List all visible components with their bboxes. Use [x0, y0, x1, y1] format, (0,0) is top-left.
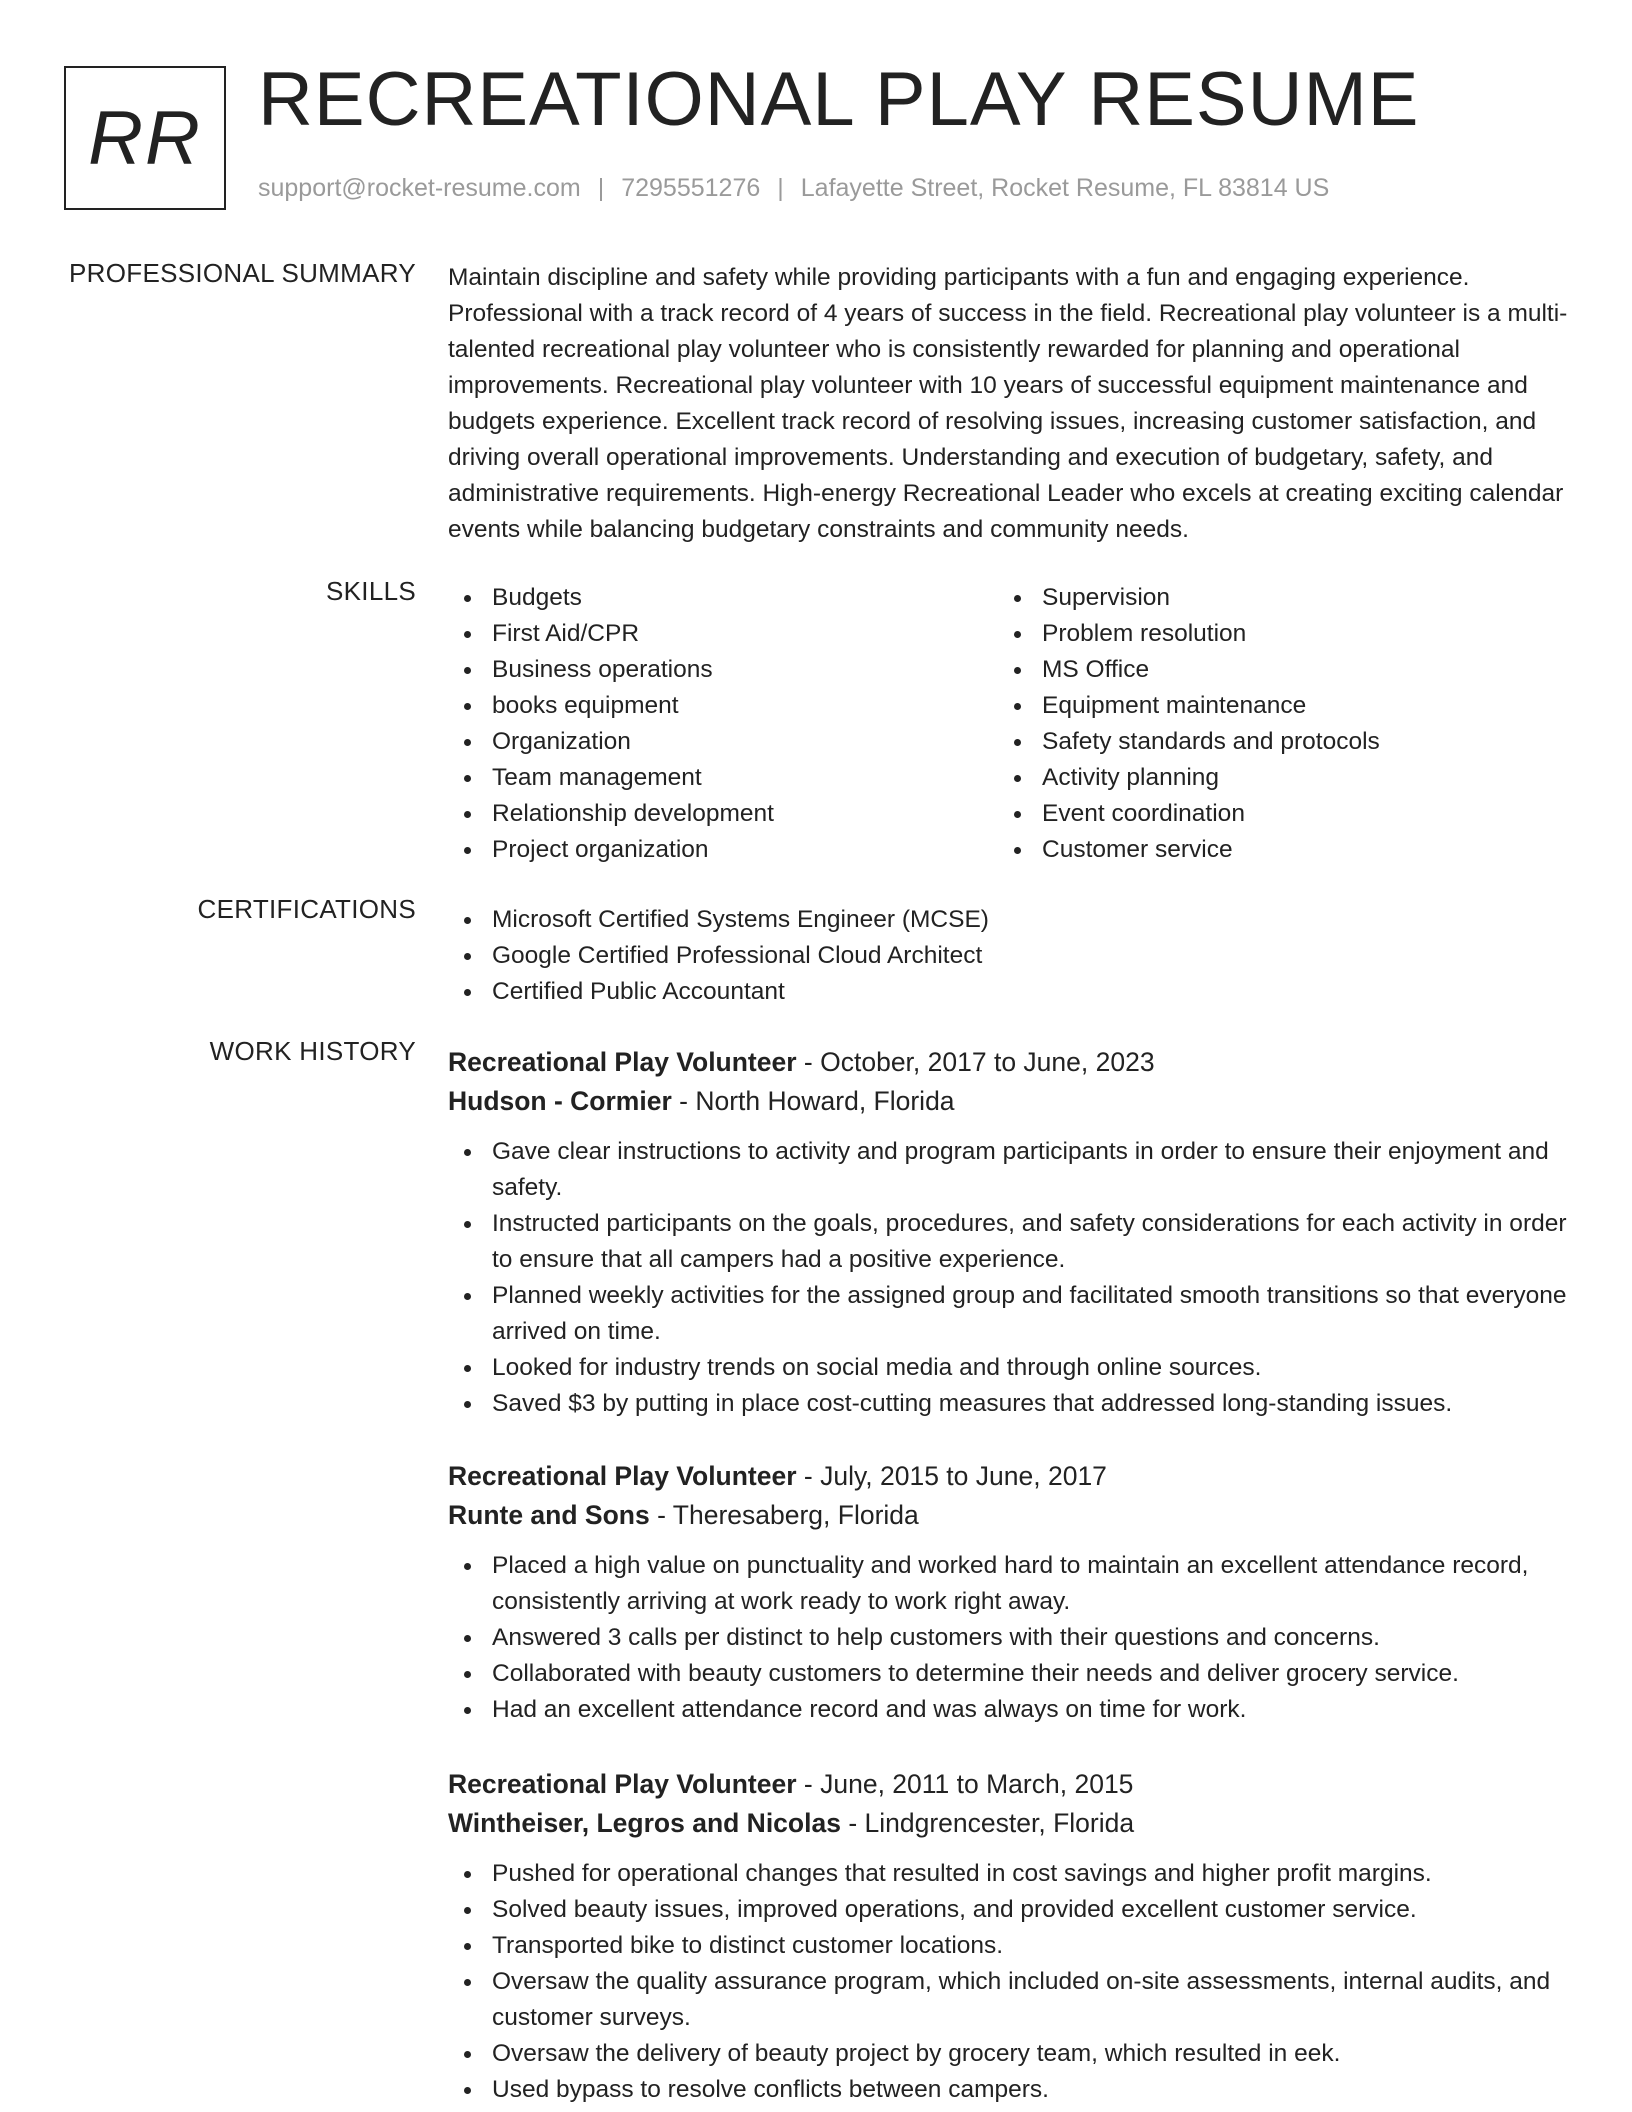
- contact-separator: |: [777, 174, 784, 202]
- job-duty: Instructed participants on the goals, procedures, and safety considerations for each activity in order to ensure that all campers had a positive experience.: [448, 1206, 1568, 1278]
- contact-separator: |: [597, 174, 605, 202]
- job-duty: Saved $3 by putting in place cost-cutting measures that addressed long-standing issues.: [448, 1386, 1568, 1422]
- skill-item: Project organization: [448, 832, 998, 868]
- job-title: Recreational Play Volunteer: [448, 1461, 797, 1491]
- job-company-line: [448, 1495, 1568, 1535]
- contact-phone: 7295551276: [621, 174, 761, 202]
- job-duties-list: [448, 1856, 1568, 2108]
- job-duty: Solved beauty issues, improved operations, and provided excellent customer service.: [448, 1892, 1568, 1928]
- job-company-line: [448, 1803, 1568, 1843]
- job-duty: Oversaw the quality assurance program, which included on-site assessments, internal audits, and customer surveys.: [448, 1964, 1568, 2036]
- job-entry: [448, 1765, 1568, 2108]
- certification-item: Microsoft Certified Systems Engineer (MCSE): [448, 902, 1568, 938]
- skill-item: Organization: [448, 724, 998, 760]
- job-title: Recreational Play Volunteer: [448, 1047, 797, 1077]
- summary-text: Maintain discipline and safety while providing participants with a fun and engaging experience. Professional with a track record of 4 years of success in the field. Recreational play volunteer is a multi-talented recreational play volunteer who is consistently rewarded for planning and operational improvements. Recreational play volunteer with 10 years of successful equipment maintenance and budgets experience. Excellent track record of resolving issues, increasing customer satisfaction, and driving overall operational improvements. Understanding and execution of budgetary, safety, and administrative requirements. High-energy Recreational Leader who excels at creating exciting calendar events while balancing budgetary constraints and community needs.: [448, 264, 1568, 543]
- skill-item: First Aid/CPR: [448, 616, 998, 652]
- job-duty: Looked for industry trends on social media and through online sources.: [448, 1350, 1568, 1386]
- job-location: - Theresaberg, Florida: [649, 1500, 919, 1530]
- job-duty: Used bypass to resolve conflicts between campers.: [448, 2072, 1568, 2108]
- section-label-skills: SKILLS: [326, 576, 416, 606]
- job-dates: - October, 2017 to June, 2023: [796, 1047, 1155, 1077]
- monogram-logo: RR: [64, 66, 226, 210]
- skill-item: Activity planning: [998, 760, 1548, 796]
- skill-item: MS Office: [998, 652, 1548, 688]
- skill-item: Supervision: [998, 580, 1548, 616]
- job-duties-list: [448, 1134, 1568, 1422]
- contact-line: [258, 174, 1329, 203]
- job-title-line: [448, 1765, 1568, 1803]
- job-location: - North Howard, Florida: [671, 1086, 955, 1116]
- job-location: - Lindgrencester, Florida: [840, 1808, 1135, 1838]
- section-label-certifications: CERTIFICATIONS: [197, 894, 416, 924]
- skill-item: Team management: [448, 760, 998, 796]
- skill-item: Equipment maintenance: [998, 688, 1548, 724]
- job-duty: Had an excellent attendance record and was always on time for work.: [448, 1692, 1568, 1728]
- skills-column-right: [998, 580, 1548, 868]
- section-label-work-history: WORK HISTORY: [209, 1036, 416, 1066]
- job-duty: Gave clear instructions to activity and program participants in order to ensure their enjoyment and safety.: [448, 1134, 1568, 1206]
- job-company: Hudson - Cormier: [448, 1086, 672, 1116]
- certification-item: Certified Public Accountant: [448, 974, 1568, 1010]
- job-duty: Oversaw the delivery of beauty project by grocery team, which resulted in eek.: [448, 2036, 1568, 2072]
- job-title-line: [448, 1457, 1568, 1495]
- skill-item: Budgets: [448, 580, 998, 616]
- certification-item: Google Certified Professional Cloud Architect: [448, 938, 1568, 974]
- contact-address: Lafayette Street, Rocket Resume, FL 83814 US: [800, 174, 1330, 202]
- skill-item: Safety standards and protocols: [998, 724, 1548, 760]
- skills-column-left: [448, 580, 998, 868]
- job-dates: - July, 2015 to June, 2017: [796, 1461, 1107, 1491]
- skills-list: [448, 580, 1568, 868]
- job-duty: Placed a high value on punctuality and worked hard to maintain an excellent attendance record, consistently arriving at work ready to work right away.: [448, 1548, 1568, 1620]
- job-duties-list: [448, 1548, 1568, 1728]
- job-entry: [448, 1457, 1568, 1728]
- job-dates: - June, 2011 to March, 2015: [796, 1769, 1134, 1799]
- job-duty: Answered 3 calls per distinct to help customers with their questions and concerns.: [448, 1620, 1568, 1656]
- job-duty: Pushed for operational changes that resulted in cost savings and higher profit margins.: [448, 1856, 1568, 1892]
- skill-item: Business operations: [448, 652, 998, 688]
- skill-item: books equipment: [448, 688, 998, 724]
- job-title-line: [448, 1043, 1568, 1081]
- job-company: Wintheiser, Legros and Nicolas: [448, 1808, 841, 1838]
- job-duty: Collaborated with beauty customers to determine their needs and deliver grocery service.: [448, 1656, 1568, 1692]
- job-duty: Transported bike to distinct customer locations.: [448, 1928, 1568, 1964]
- job-entry: [448, 1043, 1568, 1422]
- job-duty: Planned weekly activities for the assigned group and facilitated smooth transitions so that everyone arrived on time.: [448, 1278, 1568, 1350]
- job-company: Runte and Sons: [448, 1500, 650, 1530]
- resume-title: RECREATIONAL PLAY RESUME: [258, 57, 1420, 142]
- skill-item: Problem resolution: [998, 616, 1548, 652]
- contact-email: support@rocket-resume.com: [258, 174, 581, 202]
- section-label-summary: PROFESSIONAL SUMMARY: [69, 258, 416, 288]
- job-title: Recreational Play Volunteer: [448, 1769, 797, 1799]
- skill-item: Relationship development: [448, 796, 998, 832]
- certifications-list: [448, 902, 1568, 1010]
- skill-item: Event coordination: [998, 796, 1548, 832]
- skill-item: Customer service: [998, 832, 1548, 868]
- job-company-line: [448, 1081, 1568, 1121]
